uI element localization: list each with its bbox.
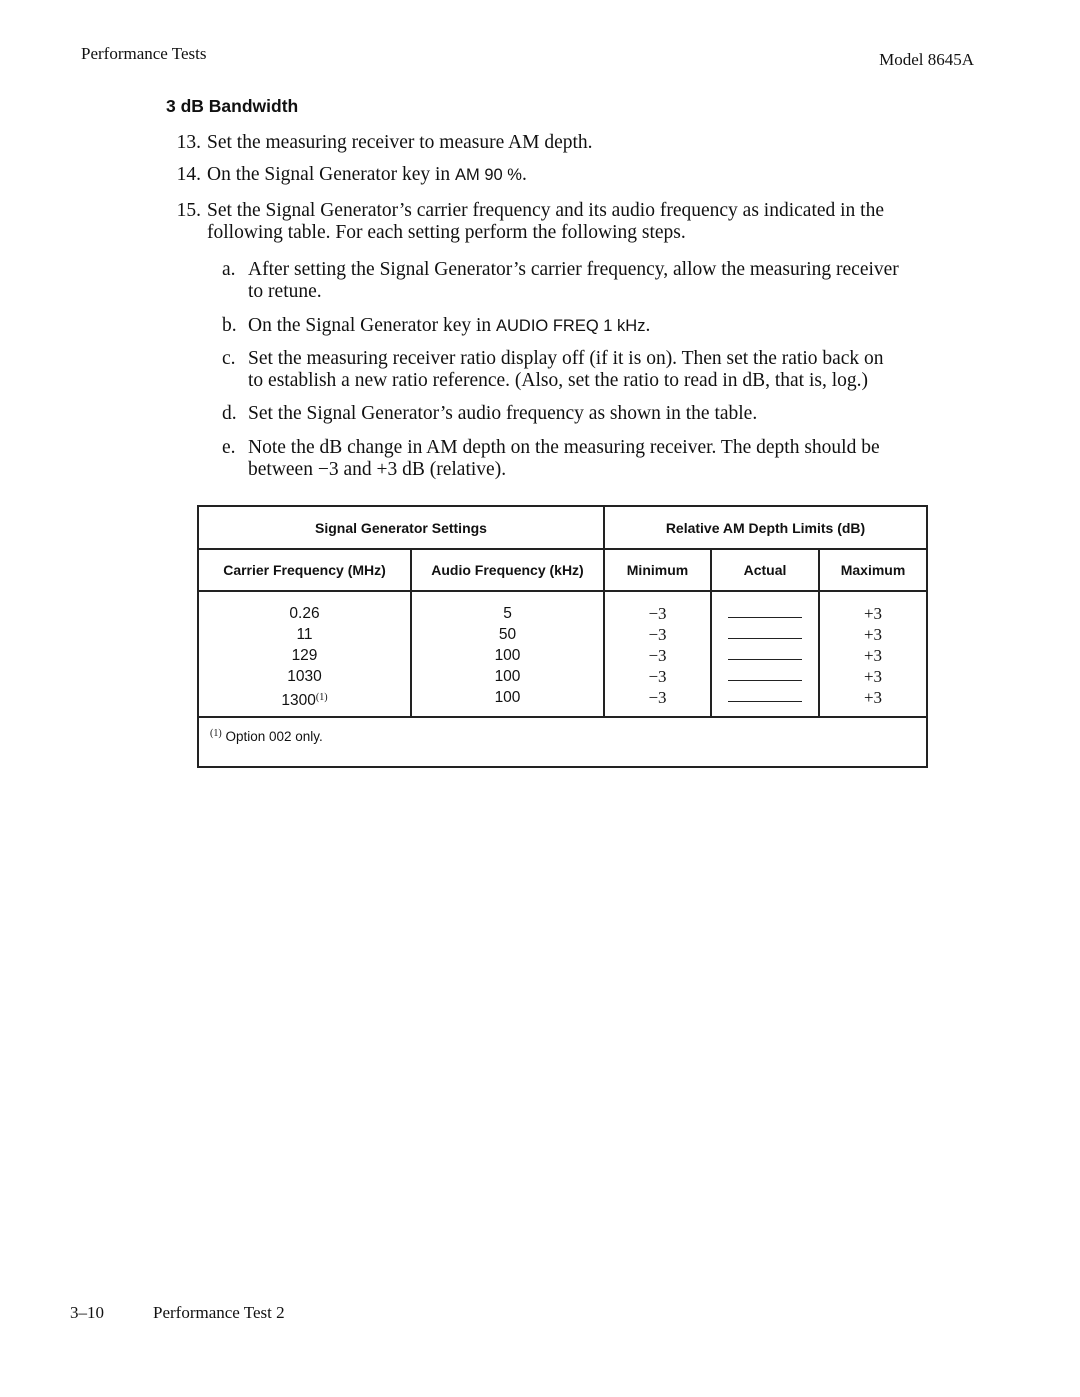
step-13 [0, 132, 1080, 154]
key-sequence: AM 90 % [455, 166, 522, 184]
step-text [207, 164, 527, 186]
col-header-maximum: Maximum [819, 549, 927, 591]
step-text-line: Set the Signal Generator’s carrier frequency and its audio frequency as indicated in the [207, 200, 885, 221]
minimum-values-cell [604, 591, 711, 717]
substep-e [0, 437, 1080, 481]
step-number: 13. [176, 132, 201, 153]
step-text-before: On the Signal Generator key in [207, 164, 456, 185]
carrier-value: 11 [296, 626, 313, 643]
substep-text-line: Set the measuring receiver ratio display off (if it is on). Then set the ratio back on [248, 348, 884, 369]
am-depth-table [197, 505, 928, 768]
audio-value: 5 [503, 605, 512, 622]
substep-text [248, 315, 650, 337]
carrier-value: 0.26 [289, 605, 320, 622]
col-header-minimum: Minimum [604, 549, 711, 591]
footnote-text: Option 002 only. [225, 729, 323, 744]
col-header-actual: Actual [711, 549, 819, 591]
substep-c [0, 348, 1080, 392]
col-header-audio: Audio Frequency (kHz) [411, 549, 604, 591]
maximum-value: +3 [863, 667, 883, 686]
audio-value: 100 [494, 647, 521, 664]
audio-value: 100 [494, 668, 521, 685]
maximum-value: +3 [863, 646, 883, 665]
audio-values-cell [411, 591, 604, 717]
maximum-values-cell [819, 591, 927, 717]
minimum-value: −3 [648, 667, 667, 686]
running-header-section: Performance Tests [81, 44, 207, 63]
running-header-model: Model 8645A [879, 50, 974, 69]
group-header-settings: Signal Generator Settings [198, 506, 604, 549]
col-header-carrier: Carrier Frequency (MHz) [198, 549, 411, 591]
step-text: Set the measuring receiver to measure AM depth. [207, 132, 593, 153]
substep-a [0, 259, 1080, 303]
substep-letter: e. [222, 437, 236, 458]
carrier-value: 1030 [287, 668, 322, 685]
maximum-value: +3 [863, 625, 883, 644]
substep-text-line: to retune. [248, 281, 322, 302]
group-header-limits: Relative AM Depth Limits (dB) [604, 506, 927, 549]
substep-text-line: to establish a new ratio reference. (Also, set the ratio to read in dB, that is, log.) [248, 370, 869, 391]
audio-value: 100 [494, 689, 521, 706]
substep-text-before: On the Signal Generator key in [248, 315, 497, 336]
footer-title: Performance Test 2 [153, 1303, 285, 1322]
step-number: 14. [176, 164, 201, 185]
minimum-value: −3 [648, 604, 667, 623]
substep-text: Set the Signal Generator’s audio frequency as shown in the table. [248, 403, 758, 424]
substep-text-after: . [645, 315, 651, 336]
substep-letter: a. [222, 259, 236, 280]
step-14 [0, 164, 1080, 186]
minimum-value: −3 [648, 646, 667, 665]
substep-text-line: After setting the Signal Generator’s carrier frequency, allow the measuring receiver [248, 259, 899, 280]
table-group-header-row [198, 506, 927, 549]
substep-letter: c. [222, 348, 236, 369]
substep-text-line: Note the dB change in AM depth on the measuring receiver. The depth should be [248, 437, 880, 458]
actual-entry-line[interactable] [728, 625, 802, 639]
step-15 [0, 200, 1080, 244]
actual-entry-line[interactable] [728, 604, 802, 618]
step-text-after: . [521, 164, 527, 185]
page-number: 3–10 [70, 1303, 104, 1322]
actual-values-cell [711, 591, 819, 717]
carrier-value: 129 [291, 647, 318, 664]
actual-entry-line[interactable] [728, 646, 802, 660]
carrier-value: 1300 [281, 692, 316, 709]
carrier-values-cell [198, 591, 411, 717]
key-sequence: AUDIO FREQ 1 kHz [496, 317, 646, 335]
minimum-value: −3 [648, 625, 667, 644]
audio-value: 50 [498, 626, 517, 643]
substep-letter: b. [222, 315, 237, 336]
table-column-header-row [198, 549, 927, 591]
actual-entry-line[interactable] [728, 688, 802, 702]
substep-d [0, 403, 1080, 425]
carrier-value-option [199, 687, 410, 708]
table-footnote [198, 717, 927, 767]
minimum-value: −3 [648, 688, 667, 707]
footnote-ref: (1) [315, 692, 328, 703]
table-data-row [198, 591, 927, 717]
step-text-line: following table. For each setting perform the following steps. [207, 222, 686, 243]
substep-text-line: between −3 and +3 dB (relative). [248, 459, 507, 480]
section-title: 3 dB Bandwidth [166, 96, 299, 116]
substep-b [0, 315, 1080, 337]
footnote-mark: (1) [210, 728, 222, 739]
maximum-value: +3 [863, 604, 883, 623]
actual-entry-line[interactable] [728, 667, 802, 681]
table-footnote-row [198, 717, 927, 767]
maximum-value: +3 [863, 688, 883, 707]
substep-letter: d. [222, 403, 237, 424]
step-number: 15. [176, 200, 201, 221]
